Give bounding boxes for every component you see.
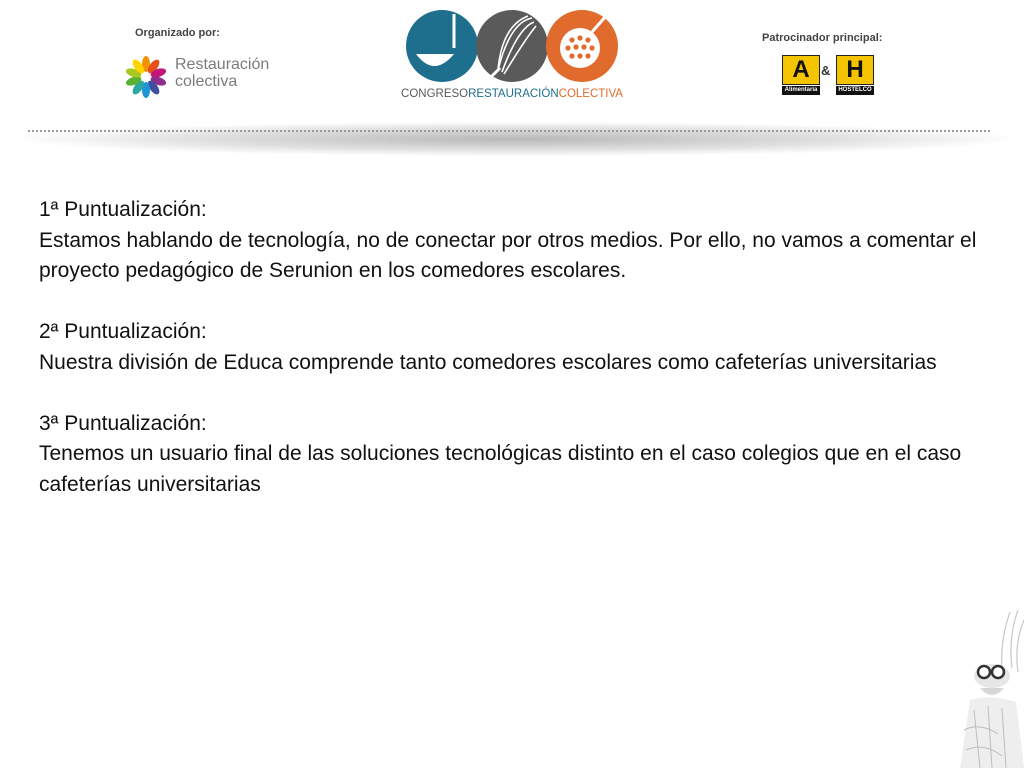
organizer-caption: Organizado por: [135,27,220,39]
flower-logo-icon [121,52,171,102]
point-2 [39,317,989,378]
congress-name-part2: RESTAURACIÓN [468,88,559,100]
sponsor-ampersand: & [821,63,831,78]
point-1 [39,195,989,287]
congress-name-part3: COLECTIVA [558,88,623,100]
chef-illustration-icon [940,610,1024,768]
header-divider [28,130,990,132]
sponsor-caption: Patrocinador principal: [762,32,883,44]
point-text: Tenemos un usuario final de las soluciones tecnológicas distinto en el caso colegios que en el caso cafeterías universitarias [39,442,962,496]
point-3 [39,409,989,501]
slide-header [0,0,1024,160]
sponsor-logo [782,55,882,97]
sponsor-sub-alimentaria: Alimentaria [782,86,820,95]
chef-illustration [940,610,1024,768]
slide-body [39,195,989,531]
sponsor-logo-h: H [836,55,874,85]
header-divider-shadow [22,122,1012,156]
point-text: Nuestra división de Educa comprende tanto comedores escolares como cafeterías universitarias [39,350,937,374]
organizer-name-line2: colectiva [175,73,238,90]
congress-logo [392,8,632,106]
organizer-name [175,56,269,90]
organizer-logo [121,50,270,106]
sponsor-logo-a: A [782,55,820,85]
congress-name-part1: CONGRESO [401,88,469,100]
point-title: 2ª Puntualización: [39,320,207,343]
point-title: 1ª Puntualización: [39,198,207,221]
sponsor-sub-hostelco: HOSTELCO [836,86,874,95]
congress-name [392,88,632,100]
point-title: 3ª Puntualización: [39,411,207,435]
organizer-name-line1: Restauración [175,56,270,73]
point-text: Estamos hablando de tecnología, no de conectar por otros medios. Por ello, no vamos a comentar el proyecto pedagógico de Serunion en los comedores escolares. [39,228,977,282]
ladle-whisk-skimmer-icon [406,8,618,86]
